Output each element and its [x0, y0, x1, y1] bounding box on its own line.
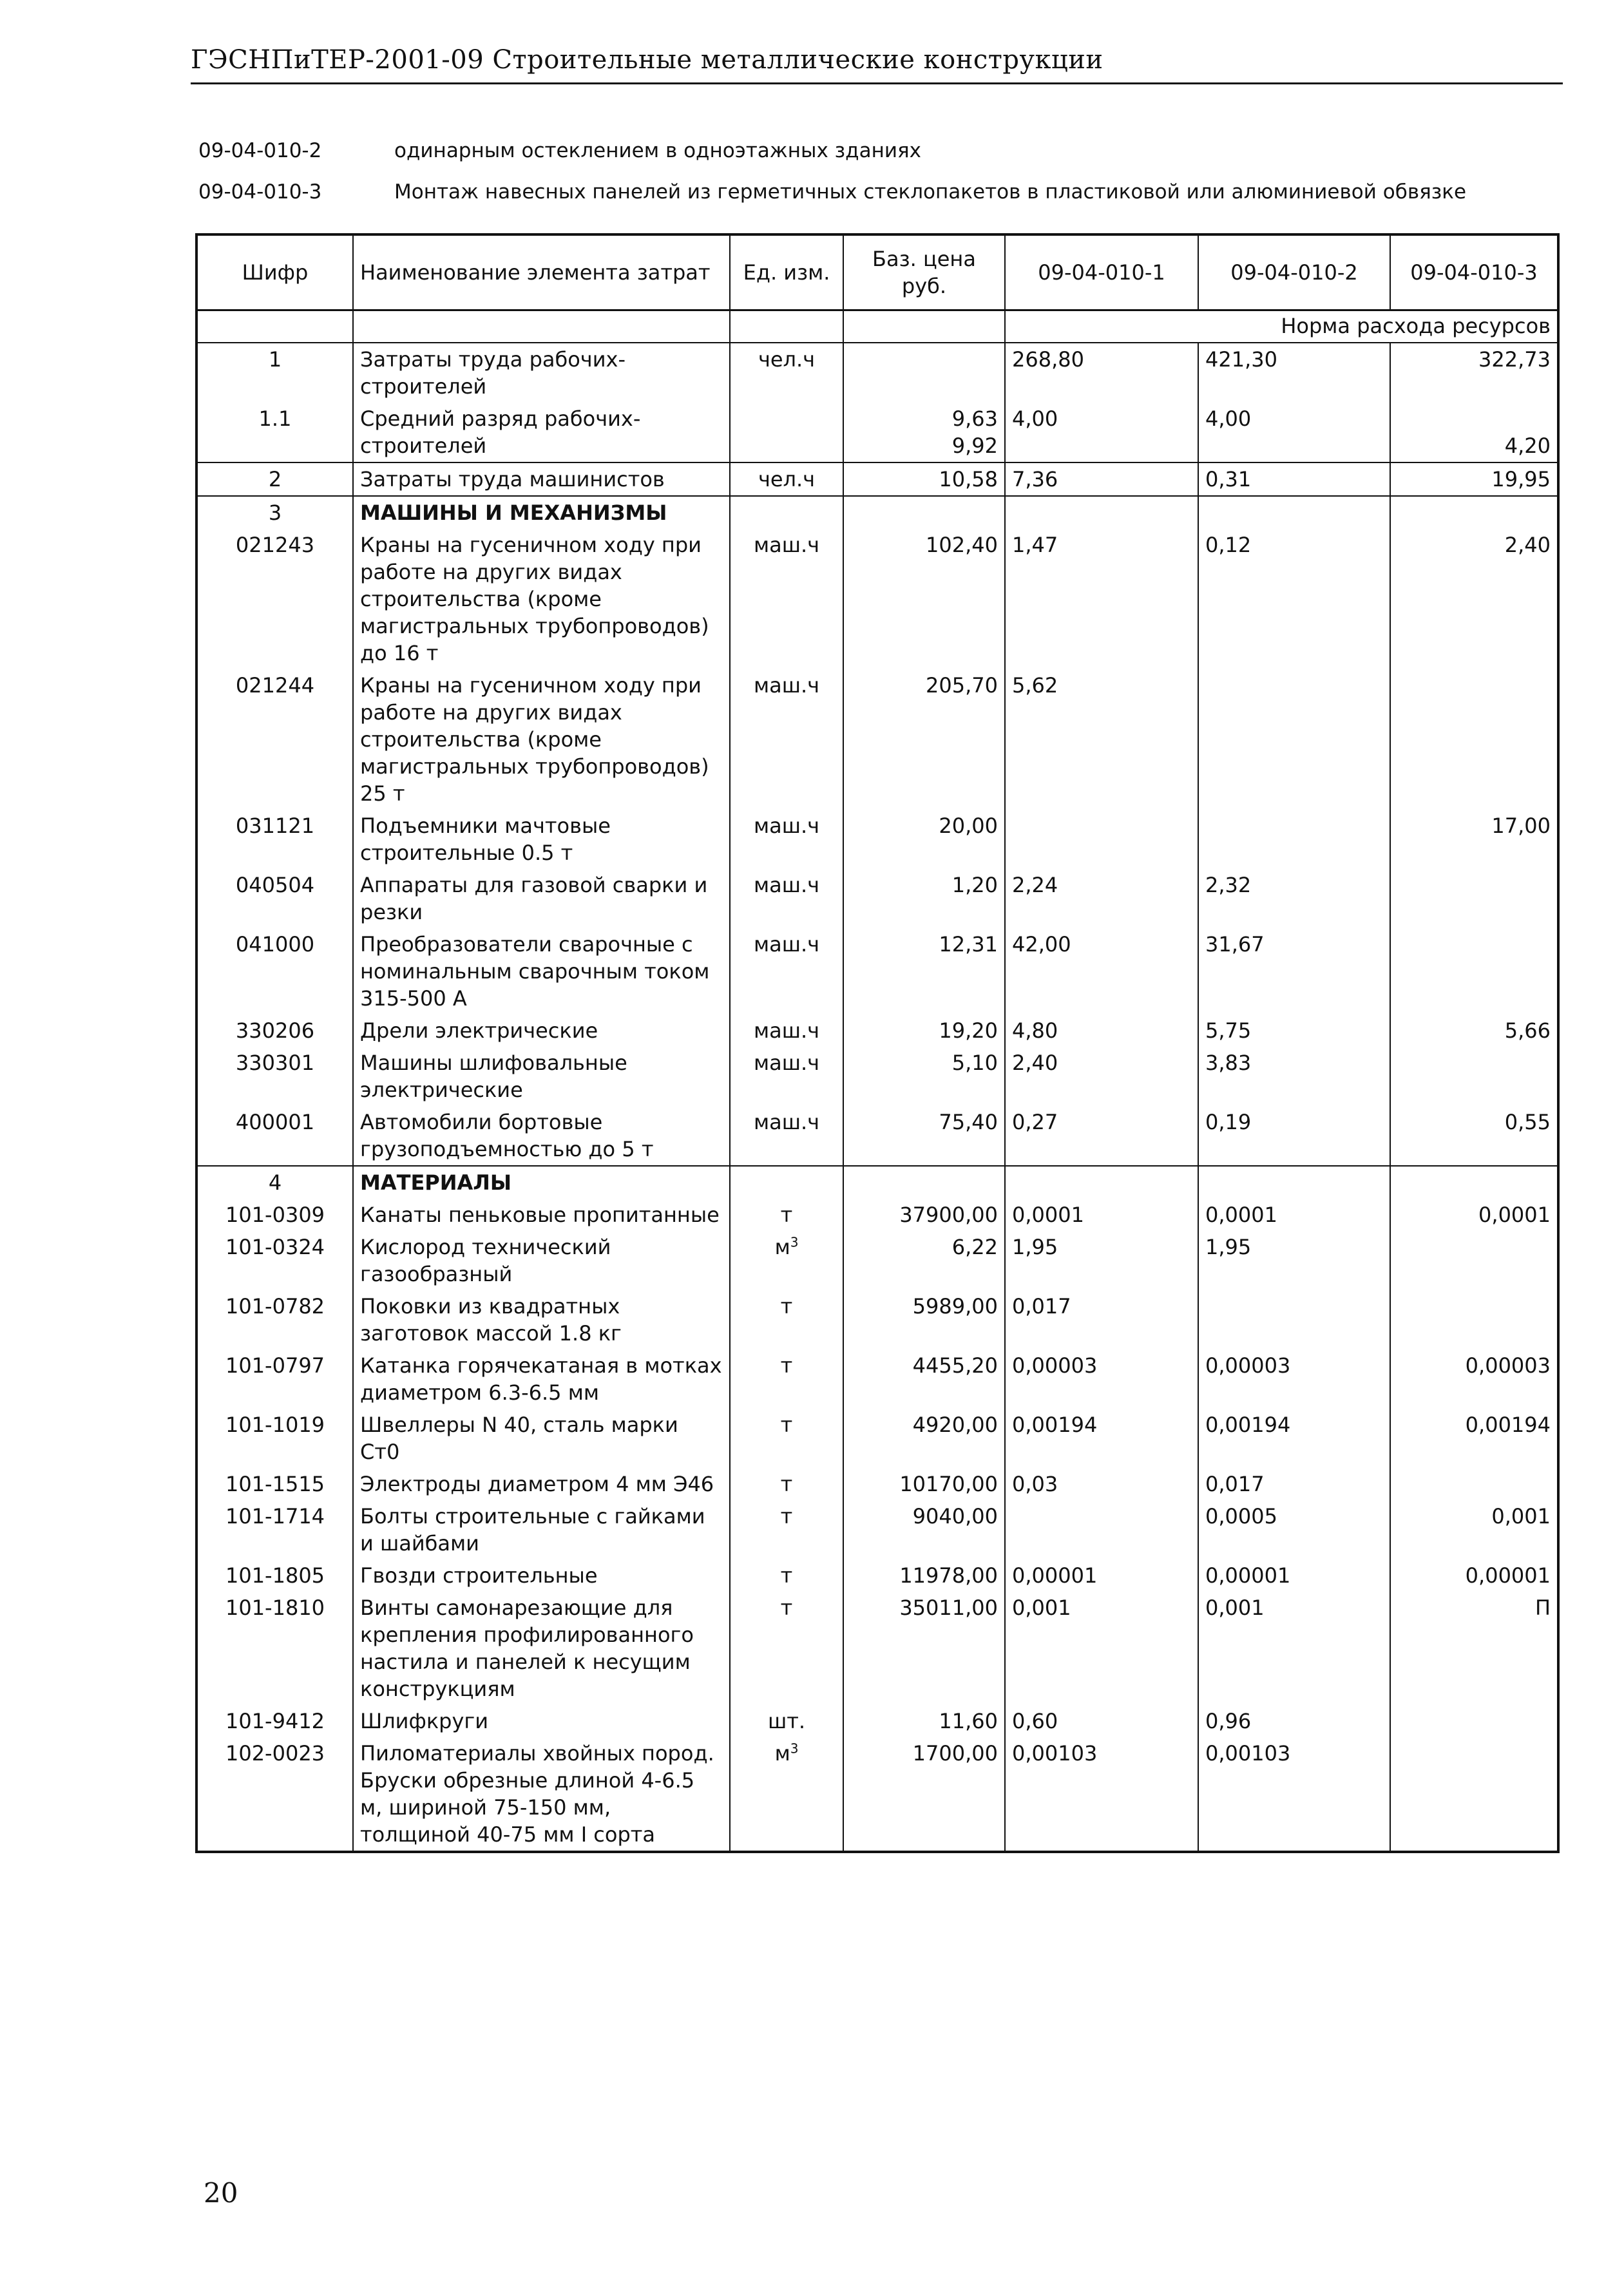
row-name: Катанка горячекатаная в мотках диаметром 6.3-6.5 мм	[353, 1349, 730, 1409]
row-unit	[730, 496, 843, 529]
row-norm-2	[1198, 669, 1390, 810]
row-unit-text: маш.ч	[753, 873, 820, 897]
row-name: Электроды диаметром 4 мм Э46	[353, 1468, 730, 1500]
row-norm-3	[1390, 1290, 1558, 1349]
row-unit	[730, 1500, 843, 1559]
row-code: 031121	[235, 814, 315, 838]
row-price-value: 5,10	[951, 1051, 998, 1075]
row-norm-3: 322,73	[1390, 343, 1558, 403]
row-norm-2: 0,00194	[1198, 1409, 1390, 1468]
row-norm-3: 4,20	[1390, 403, 1558, 462]
row-price-value: 9,63	[951, 406, 998, 431]
row-code: 101-1515	[225, 1472, 325, 1496]
row-price-value: 1700,00	[912, 1741, 998, 1766]
row-price	[843, 496, 1005, 529]
row-unit	[730, 669, 843, 810]
row-unit	[730, 1231, 843, 1290]
row-unit	[730, 529, 843, 669]
row-code: 330301	[235, 1051, 315, 1075]
row-unit-text: чел.ч	[758, 347, 816, 372]
row-unit	[730, 1349, 843, 1409]
row-price	[843, 669, 1005, 810]
row-norm-3: 2,40	[1390, 529, 1558, 669]
row-norm-3	[1390, 1468, 1558, 1500]
table-row	[196, 1166, 1558, 1199]
row-unit	[730, 928, 843, 1015]
row-price-value: 5989,00	[912, 1294, 998, 1319]
table-row	[196, 1705, 1558, 1737]
row-unit	[730, 1737, 843, 1852]
row-name: Машины шлифовальные электрические	[353, 1047, 730, 1106]
row-name: Кислород технический газообразный	[353, 1231, 730, 1290]
header-code: Шифр	[196, 234, 353, 310]
subtitle-row	[198, 139, 921, 162]
row-code: 021243	[235, 533, 315, 557]
row-name: Преобразователи сварочные с номинальным сварочным током 315-500 А	[353, 928, 730, 1015]
header-name: Наименование элемента затрат	[353, 234, 730, 310]
row-unit	[730, 1015, 843, 1047]
row-norm-1: 1,95	[1005, 1231, 1198, 1290]
header-norm-3: 09-04-010-3	[1390, 234, 1558, 310]
row-unit	[730, 403, 843, 462]
table-row	[196, 1290, 1558, 1349]
row-norm-3: 5,66	[1390, 1015, 1558, 1047]
row-unit-text: маш.ч	[753, 1018, 820, 1043]
row-norm-3: 0,00003	[1390, 1349, 1558, 1409]
row-norm-3	[1390, 869, 1558, 928]
norm-caption-row	[196, 310, 1558, 343]
row-code: 4	[268, 1170, 282, 1195]
row-code: 101-9412	[225, 1709, 325, 1733]
row-name: Поковки из квадратных заготовок массой 1.8 кг	[353, 1290, 730, 1349]
header-rule	[191, 82, 1563, 84]
table-header-row	[196, 234, 1558, 310]
table-row	[196, 1409, 1558, 1468]
row-norm-2: 0,00103	[1198, 1737, 1390, 1852]
row-unit	[730, 1106, 843, 1166]
row-norm-3	[1390, 1231, 1558, 1290]
row-name: Затраты труда рабочих-строителей	[353, 343, 730, 403]
row-norm-1: 0,00194	[1005, 1409, 1198, 1468]
row-price	[843, 1737, 1005, 1852]
row-unit	[730, 1559, 843, 1592]
row-price	[843, 1199, 1005, 1231]
row-price	[843, 810, 1005, 869]
header-norm-2: 09-04-010-2	[1198, 234, 1390, 310]
row-code: 101-0782	[225, 1294, 325, 1319]
row-price-value: 35011,00	[899, 1596, 998, 1620]
row-price	[843, 462, 1005, 496]
row-norm-1: 4,00	[1005, 403, 1198, 462]
row-name: Винты самонарезающие для крепления профилированного настила и панелей к несущим конструкциям	[353, 1592, 730, 1705]
row-norm-3	[1390, 1047, 1558, 1106]
row-norm-2: 0,0005	[1198, 1500, 1390, 1559]
row-unit-text: шт.	[767, 1709, 806, 1733]
row-norm-1	[1005, 1166, 1198, 1199]
row-norm-1	[1005, 496, 1198, 529]
row-code: 040504	[235, 873, 315, 897]
row-norm-2: 31,67	[1198, 928, 1390, 1015]
row-norm-2: 0,31	[1198, 462, 1390, 496]
row-code: 101-1019	[225, 1413, 325, 1437]
row-name: Гвозди строительные	[353, 1559, 730, 1592]
page-number: 20	[204, 2177, 238, 2209]
row-norm-1: 0,00103	[1005, 1737, 1198, 1852]
row-name: Краны на гусеничном ходу при работе на других видах строительства (кроме магистральных трубопроводов) до 16 т	[353, 529, 730, 669]
row-norm-2: 2,32	[1198, 869, 1390, 928]
table-row	[196, 1015, 1558, 1047]
row-norm-1: 0,00001	[1005, 1559, 1198, 1592]
subtitle-code: 09-04-010-2	[198, 139, 322, 162]
row-unit	[730, 869, 843, 928]
row-norm-1: 7,36	[1005, 462, 1198, 496]
row-code: 1	[268, 347, 282, 372]
row-price-value: 19,20	[939, 1018, 998, 1043]
row-norm-1: 2,40	[1005, 1047, 1198, 1106]
table-row	[196, 1199, 1558, 1231]
row-price	[843, 869, 1005, 928]
row-norm-2	[1198, 1290, 1390, 1349]
row-norm-3	[1390, 669, 1558, 810]
row-unit-text: маш.ч	[753, 533, 820, 557]
row-price	[843, 1409, 1005, 1468]
row-unit	[730, 1468, 843, 1500]
row-code: 102-0023	[225, 1741, 325, 1766]
row-price-value: 205,70	[926, 673, 998, 698]
header-unit: Ед. изм.	[730, 234, 843, 310]
row-price-value: 75,40	[939, 1110, 998, 1134]
row-name: Пиломатериалы хвойных пород. Бруски обрезные длиной 4-6.5 м, шириной 75-150 мм, толщиной 40-75 мм I сорта	[353, 1737, 730, 1852]
row-price-value: 20,00	[939, 814, 998, 838]
row-code: 101-0324	[225, 1235, 325, 1259]
row-code: 021244	[235, 673, 315, 698]
row-norm-3	[1390, 1705, 1558, 1737]
document-header-title: ГЭСНПиТЕР-2001-09 Строительные металлические конструкции	[191, 45, 1103, 75]
row-norm-2	[1198, 1166, 1390, 1199]
table-row	[196, 343, 1558, 403]
table-row	[196, 403, 1558, 462]
row-price	[843, 1500, 1005, 1559]
row-name: Шлифкруги	[353, 1705, 730, 1737]
table-row	[196, 810, 1558, 869]
row-price-value: 10170,00	[899, 1472, 998, 1496]
table-row	[196, 1737, 1558, 1852]
row-price	[843, 1290, 1005, 1349]
row-unit	[730, 1199, 843, 1231]
table-row	[196, 928, 1558, 1015]
row-unit-text: т	[780, 1294, 793, 1319]
table-row	[196, 1559, 1558, 1592]
row-price-value: 6,22	[951, 1235, 998, 1259]
row-norm-3: П	[1390, 1592, 1558, 1705]
row-norm-3	[1390, 1166, 1558, 1199]
row-norm-3: 19,95	[1390, 462, 1558, 496]
row-price	[843, 403, 1005, 462]
row-norm-1: 42,00	[1005, 928, 1198, 1015]
resource-norms-table	[195, 233, 1560, 1853]
table-row	[196, 1349, 1558, 1409]
row-price-value: 11978,00	[899, 1563, 998, 1588]
row-unit-text: маш.ч	[753, 1110, 820, 1134]
row-norm-1	[1005, 810, 1198, 869]
row-unit-text: м	[774, 1235, 790, 1259]
row-norm-1: 0,017	[1005, 1290, 1198, 1349]
row-norm-2: 0,0001	[1198, 1199, 1390, 1231]
row-name: Средний разряд рабочих-строителей	[353, 403, 730, 462]
row-unit	[730, 343, 843, 403]
row-norm-1: 2,24	[1005, 869, 1198, 928]
row-price	[843, 1592, 1005, 1705]
table-row	[196, 1500, 1558, 1559]
row-norm-1: 0,001	[1005, 1592, 1198, 1705]
row-price	[843, 1015, 1005, 1047]
row-unit-text: т	[780, 1504, 793, 1529]
row-unit	[730, 1166, 843, 1199]
norm-caption: Норма расхода ресурсов	[1005, 310, 1558, 343]
row-unit-text: чел.ч	[758, 467, 816, 491]
row-unit	[730, 1592, 843, 1705]
table-row	[196, 496, 1558, 529]
row-name: Швеллеры N 40, сталь марки Ст0	[353, 1409, 730, 1468]
row-unit-superscript: 3	[790, 1740, 799, 1757]
row-code: 400001	[196, 1106, 353, 1166]
row-price-value: 9040,00	[912, 1504, 998, 1529]
row-norm-1: 0,0001	[1005, 1199, 1198, 1231]
row-name: Подъемники мачтовые строительные 0.5 т	[353, 810, 730, 869]
row-unit-text: т	[780, 1596, 793, 1620]
row-price-value: 1,20	[951, 873, 998, 897]
row-norm-2: 4,00	[1198, 403, 1390, 462]
row-price-value: 4455,20	[912, 1353, 998, 1378]
row-unit	[730, 810, 843, 869]
row-unit	[730, 1409, 843, 1468]
row-name: Краны на гусеничном ходу при работе на других видах строительства (кроме магистральных трубопроводов) 25 т	[353, 669, 730, 810]
row-name: МАШИНЫ И МЕХАНИЗМЫ	[353, 496, 730, 529]
row-price	[843, 1349, 1005, 1409]
table-row	[196, 1592, 1558, 1705]
row-unit-text: т	[780, 1203, 793, 1227]
row-price	[843, 1106, 1005, 1166]
row-price-value: 10,58	[939, 467, 998, 491]
row-norm-2: 421,30	[1198, 343, 1390, 403]
row-unit	[730, 1290, 843, 1349]
table-row	[196, 529, 1558, 669]
row-price	[843, 928, 1005, 1015]
row-unit-text: т	[780, 1563, 793, 1588]
row-unit	[730, 462, 843, 496]
row-norm-3: 0,55	[1390, 1106, 1558, 1166]
row-price-value: 11,60	[939, 1709, 998, 1733]
row-norm-1: 4,80	[1005, 1015, 1198, 1047]
row-price-value-2: 9,92	[951, 433, 998, 458]
row-name: Аппараты для газовой сварки и резки	[353, 869, 730, 928]
row-norm-3	[1390, 928, 1558, 1015]
row-code: 3	[268, 500, 282, 525]
row-price-value: 12,31	[939, 932, 998, 957]
row-norm-3: 0,00001	[1390, 1559, 1558, 1592]
row-unit-text: т	[780, 1353, 793, 1378]
row-unit	[730, 1705, 843, 1737]
row-name: Болты строительные с гайками и шайбами	[353, 1500, 730, 1559]
row-price	[843, 343, 1005, 403]
table-row	[196, 1106, 1558, 1166]
row-norm-2	[1198, 810, 1390, 869]
row-price	[843, 529, 1005, 669]
row-unit-text: маш.ч	[753, 932, 820, 957]
row-norm-2: 0,001	[1198, 1592, 1390, 1705]
row-norm-3: 0,0001	[1390, 1199, 1558, 1231]
row-unit-text: м	[774, 1741, 790, 1766]
row-norm-3	[1390, 1737, 1558, 1852]
row-norm-3: 0,00194	[1390, 1409, 1558, 1468]
row-price-value: 37900,00	[899, 1203, 998, 1227]
row-norm-2: 0,00001	[1198, 1559, 1390, 1592]
row-norm-2: 0,00003	[1198, 1349, 1390, 1409]
row-name: Канаты пеньковые пропитанные	[353, 1199, 730, 1231]
row-unit-text: маш.ч	[753, 1051, 820, 1075]
row-norm-1	[1005, 1500, 1198, 1559]
row-code: 1.1	[196, 403, 353, 462]
row-code: 330206	[235, 1018, 315, 1043]
row-unit	[730, 1047, 843, 1106]
row-norm-2: 0,96	[1198, 1705, 1390, 1737]
row-norm-1: 1,47	[1005, 529, 1198, 669]
row-unit-text: маш.ч	[753, 814, 820, 838]
header-price-line2: руб.	[901, 274, 947, 298]
row-unit-text: маш.ч	[753, 673, 820, 698]
row-norm-1: 268,80	[1005, 343, 1198, 403]
subtitle-row	[198, 180, 1466, 204]
row-name: Затраты труда машинистов	[353, 462, 730, 496]
row-price	[843, 1047, 1005, 1106]
row-norm-1: 5,62	[1005, 669, 1198, 810]
row-norm-3: 0,001	[1390, 1500, 1558, 1559]
row-code: 101-0797	[225, 1353, 325, 1378]
row-unit-text: т	[780, 1472, 793, 1496]
subtitle-text: Монтаж навесных панелей из герметичных стеклопакетов в пластиковой или алюминиевой обвязке	[394, 180, 1467, 204]
header-norm-1: 09-04-010-1	[1005, 234, 1198, 310]
row-code: 101-0309	[225, 1203, 325, 1227]
row-price-value: 102,40	[926, 533, 998, 557]
header-price-line1: Баз. цена	[872, 247, 976, 271]
row-norm-2: 5,75	[1198, 1015, 1390, 1047]
row-norm-1: 0,60	[1005, 1705, 1198, 1737]
row-price	[843, 1468, 1005, 1500]
row-code: 101-1714	[225, 1504, 325, 1529]
subtitle-text: одинарным остеклением в одноэтажных зданиях	[394, 139, 921, 162]
row-code: 101-1810	[225, 1596, 325, 1620]
row-norm-2: 1,95	[1198, 1231, 1390, 1290]
row-norm-3: 17,00	[1390, 810, 1558, 869]
row-norm-1: 0,27	[1005, 1106, 1198, 1166]
table-row	[196, 1047, 1558, 1106]
row-price-value: 4920,00	[912, 1413, 998, 1437]
subtitle-code: 09-04-010-3	[198, 180, 322, 204]
table-row	[196, 869, 1558, 928]
row-norm-2: 3,83	[1198, 1047, 1390, 1106]
row-price	[843, 1166, 1005, 1199]
row-norm-3	[1390, 496, 1558, 529]
row-name: МАТЕРИАЛЫ	[353, 1166, 730, 1199]
table-row	[196, 462, 1558, 496]
row-price	[843, 1705, 1005, 1737]
row-name: Дрели электрические	[353, 1015, 730, 1047]
row-price	[843, 1231, 1005, 1290]
row-name: Автомобили бортовые грузоподъемностью до 5 т	[353, 1106, 730, 1166]
header-price	[843, 234, 1005, 310]
row-norm-2	[1198, 496, 1390, 529]
row-norm-2: 0,12	[1198, 529, 1390, 669]
row-code: 2	[196, 462, 353, 496]
row-norm-1: 0,00003	[1005, 1349, 1198, 1409]
row-norm-2: 0,017	[1198, 1468, 1390, 1500]
table-row	[196, 1468, 1558, 1500]
table-row	[196, 1231, 1558, 1290]
row-code: 041000	[235, 932, 315, 957]
row-unit-superscript: 3	[790, 1234, 799, 1250]
row-unit-text: т	[780, 1413, 793, 1437]
row-code: 101-1805	[225, 1563, 325, 1588]
row-norm-2: 0,19	[1198, 1106, 1390, 1166]
table-row	[196, 669, 1558, 810]
row-norm-1: 0,03	[1005, 1468, 1198, 1500]
row-price	[843, 1559, 1005, 1592]
